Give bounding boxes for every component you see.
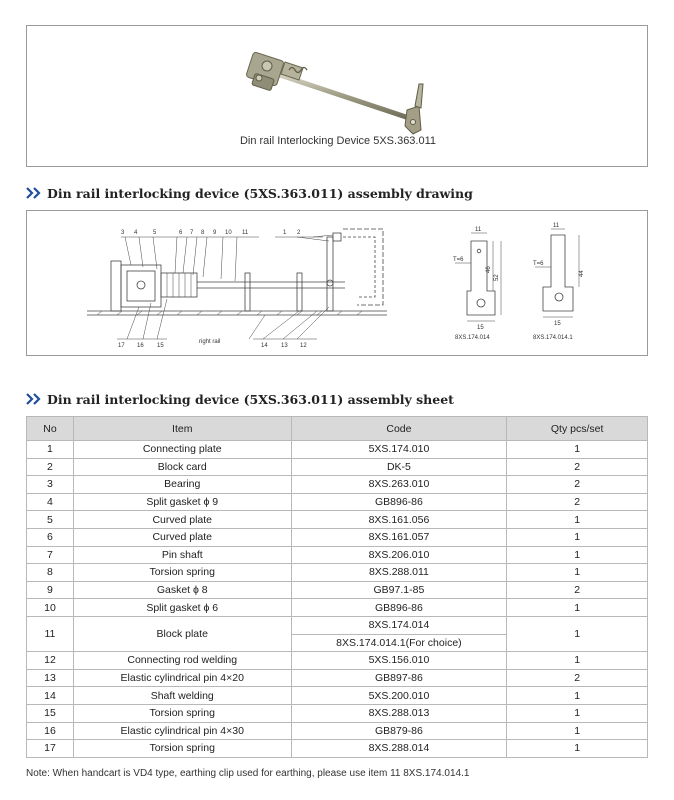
cell-item: Torsion spring xyxy=(73,564,291,582)
cell-code: 5XS.200.010 xyxy=(291,687,507,705)
cell-no: 16 xyxy=(27,722,74,740)
cell-code: 5XS.174.010 xyxy=(291,441,507,459)
callout: 6 xyxy=(179,230,183,236)
cell-no: 9 xyxy=(27,581,74,599)
table-row xyxy=(27,652,648,670)
cell-qty: 1 xyxy=(507,687,648,705)
cell-code: 8XS.161.056 xyxy=(291,511,507,529)
cell-no: 7 xyxy=(27,546,74,564)
table-row xyxy=(27,546,648,564)
table-row xyxy=(27,528,648,546)
plate-a-dim-bottom: 15 xyxy=(477,325,484,331)
table-row xyxy=(27,669,648,687)
cell-no: 17 xyxy=(27,740,74,758)
table-row xyxy=(27,441,648,459)
callout: 12 xyxy=(300,343,307,349)
cell-code: DK-5 xyxy=(291,458,507,476)
cell-qty: 2 xyxy=(507,581,648,599)
cell-code: 5XS.156.010 xyxy=(291,652,507,670)
assembly-drawing-panel xyxy=(26,210,648,356)
cell-no: 3 xyxy=(27,476,74,494)
callouts-top xyxy=(121,230,301,236)
cell-no: 11 xyxy=(27,616,74,651)
plate-b-dim-bottom: 15 xyxy=(554,321,561,327)
assembly-sheet-title: Din rail interlocking device (5XS.363.011) assembly sheet xyxy=(47,391,454,407)
table-row xyxy=(27,564,648,582)
cell-qty: 1 xyxy=(507,441,648,459)
callout: 4 xyxy=(134,230,138,236)
product-photo-panel xyxy=(26,25,648,167)
cell-no: 5 xyxy=(27,511,74,529)
device-photo xyxy=(27,26,649,168)
plate-a-dim-h2: 52 xyxy=(494,274,500,281)
footnote: Note: When handcart is VD4 type, earthing clip used for earthing, please use item 11 8XS.174.014.1 xyxy=(26,768,470,779)
table-row xyxy=(27,581,648,599)
table-row xyxy=(27,687,648,705)
cell-item: Split gasket ϕ 6 xyxy=(73,599,291,617)
assembly-drawing xyxy=(27,211,649,357)
cell-qty: 2 xyxy=(507,458,648,476)
cell-qty: 1 xyxy=(507,722,648,740)
cell-qty: 1 xyxy=(507,740,648,758)
cell-no: 12 xyxy=(27,652,74,670)
cell-no: 15 xyxy=(27,704,74,722)
table-row xyxy=(27,476,648,494)
cell-code: 8XS.288.013 xyxy=(291,704,507,722)
plate-b-dim-h: 44 xyxy=(579,270,585,277)
callout: 17 xyxy=(118,343,125,349)
callout: 7 xyxy=(190,230,194,236)
table-header-row xyxy=(27,417,648,441)
cell-code: GB879-86 xyxy=(291,722,507,740)
cell-qty: 1 xyxy=(507,564,648,582)
cell-item: Connecting plate xyxy=(73,441,291,459)
callout: 14 xyxy=(261,343,268,349)
callout: 5 xyxy=(153,230,157,236)
cell-item: Block plate xyxy=(73,616,291,651)
table-row xyxy=(27,616,648,634)
table-row xyxy=(27,704,648,722)
header-code: Code xyxy=(291,417,507,441)
cell-no: 13 xyxy=(27,669,74,687)
assembly-sheet-heading xyxy=(26,390,454,408)
cell-no: 10 xyxy=(27,599,74,617)
cell-code: 8XS.263.010 xyxy=(291,476,507,494)
plate-b-label: 8XS.174.014.1 xyxy=(533,335,573,341)
plate-b-dim-top: 11 xyxy=(553,223,560,229)
cell-no: 2 xyxy=(27,458,74,476)
cell-item: Curved plate xyxy=(73,511,291,529)
cell-item: Torsion spring xyxy=(73,704,291,722)
cell-item: Gasket ϕ 8 xyxy=(73,581,291,599)
cell-code: GB897-86 xyxy=(291,669,507,687)
cell-qty: 1 xyxy=(507,599,648,617)
cell-code: 8XS.288.014 xyxy=(291,740,507,758)
double-chevron-icon xyxy=(26,393,42,405)
plate-a-dim-t: T=6 xyxy=(453,257,464,263)
table-row xyxy=(27,722,648,740)
plate-b-dim-t: T=6 xyxy=(533,261,544,267)
cell-no: 6 xyxy=(27,528,74,546)
callout: 10 xyxy=(225,230,232,236)
cell-item: Split gasket ϕ 9 xyxy=(73,493,291,511)
callout: 11 xyxy=(242,230,249,236)
cell-qty: 1 xyxy=(507,528,648,546)
cell-item: Pin shaft xyxy=(73,546,291,564)
double-chevron-icon xyxy=(26,187,42,199)
table-row xyxy=(27,511,648,529)
callout: 15 xyxy=(157,343,164,349)
cell-item: Shaft welding xyxy=(73,687,291,705)
cell-item: Torsion spring xyxy=(73,740,291,758)
cell-code: 8XS.288.011 xyxy=(291,564,507,582)
plate-a-dim-top: 11 xyxy=(475,227,482,233)
assembly-drawing-title: Din rail interlocking device (5XS.363.011) assembly drawing xyxy=(47,185,473,201)
cell-qty: 1 xyxy=(507,652,648,670)
plate-b-drawing xyxy=(535,229,579,317)
table-row xyxy=(27,740,648,758)
table-row xyxy=(27,458,648,476)
cell-qty: 2 xyxy=(507,493,648,511)
cell-qty: 1 xyxy=(507,616,648,651)
plate-a-dim-h1: 46 xyxy=(486,266,492,273)
callout: 2 xyxy=(297,230,301,236)
plate-a-label: 8XS.174.014 xyxy=(455,335,490,341)
callout: 1 xyxy=(283,230,287,236)
photo-caption: Din rail Interlocking Device 5XS.363.011 xyxy=(239,135,437,147)
cell-no: 14 xyxy=(27,687,74,705)
cell-code: 8XS.174.014 xyxy=(291,616,507,634)
table-row xyxy=(27,493,648,511)
cell-qty: 1 xyxy=(507,704,648,722)
cell-code: 8XS.206.010 xyxy=(291,546,507,564)
cell-code: GB97.1-85 xyxy=(291,581,507,599)
callout: 16 xyxy=(137,343,144,349)
rail-label: right rail xyxy=(199,339,221,345)
cell-code: GB896-86 xyxy=(291,599,507,617)
cell-code-alt: 8XS.174.014.1(For choice) xyxy=(291,634,507,652)
cell-code: 8XS.161.057 xyxy=(291,528,507,546)
header-no: No xyxy=(27,417,74,441)
callouts-bottom xyxy=(118,339,307,349)
cell-item: Elastic cylindrical pin 4×30 xyxy=(73,722,291,740)
callout: 13 xyxy=(281,343,288,349)
cell-qty: 1 xyxy=(507,546,648,564)
table-row xyxy=(27,599,648,617)
cell-no: 8 xyxy=(27,564,74,582)
callout: 8 xyxy=(201,230,205,236)
cell-item: Block card xyxy=(73,458,291,476)
header-qty: Qty pcs/set xyxy=(507,417,648,441)
cell-code: GB896-86 xyxy=(291,493,507,511)
cell-qty: 2 xyxy=(507,476,648,494)
cell-qty: 1 xyxy=(507,511,648,529)
cell-no: 1 xyxy=(27,441,74,459)
assembly-sheet-table xyxy=(26,416,648,758)
header-item: Item xyxy=(73,417,291,441)
assembly-drawing-heading xyxy=(26,184,473,202)
cell-qty: 2 xyxy=(507,669,648,687)
cell-no: 4 xyxy=(27,493,74,511)
callout: 9 xyxy=(213,230,217,236)
cell-item: Bearing xyxy=(73,476,291,494)
cell-item: Elastic cylindrical pin 4×20 xyxy=(73,669,291,687)
callout: 3 xyxy=(121,230,125,236)
cell-item: Curved plate xyxy=(73,528,291,546)
cell-item: Connecting rod welding xyxy=(73,652,291,670)
